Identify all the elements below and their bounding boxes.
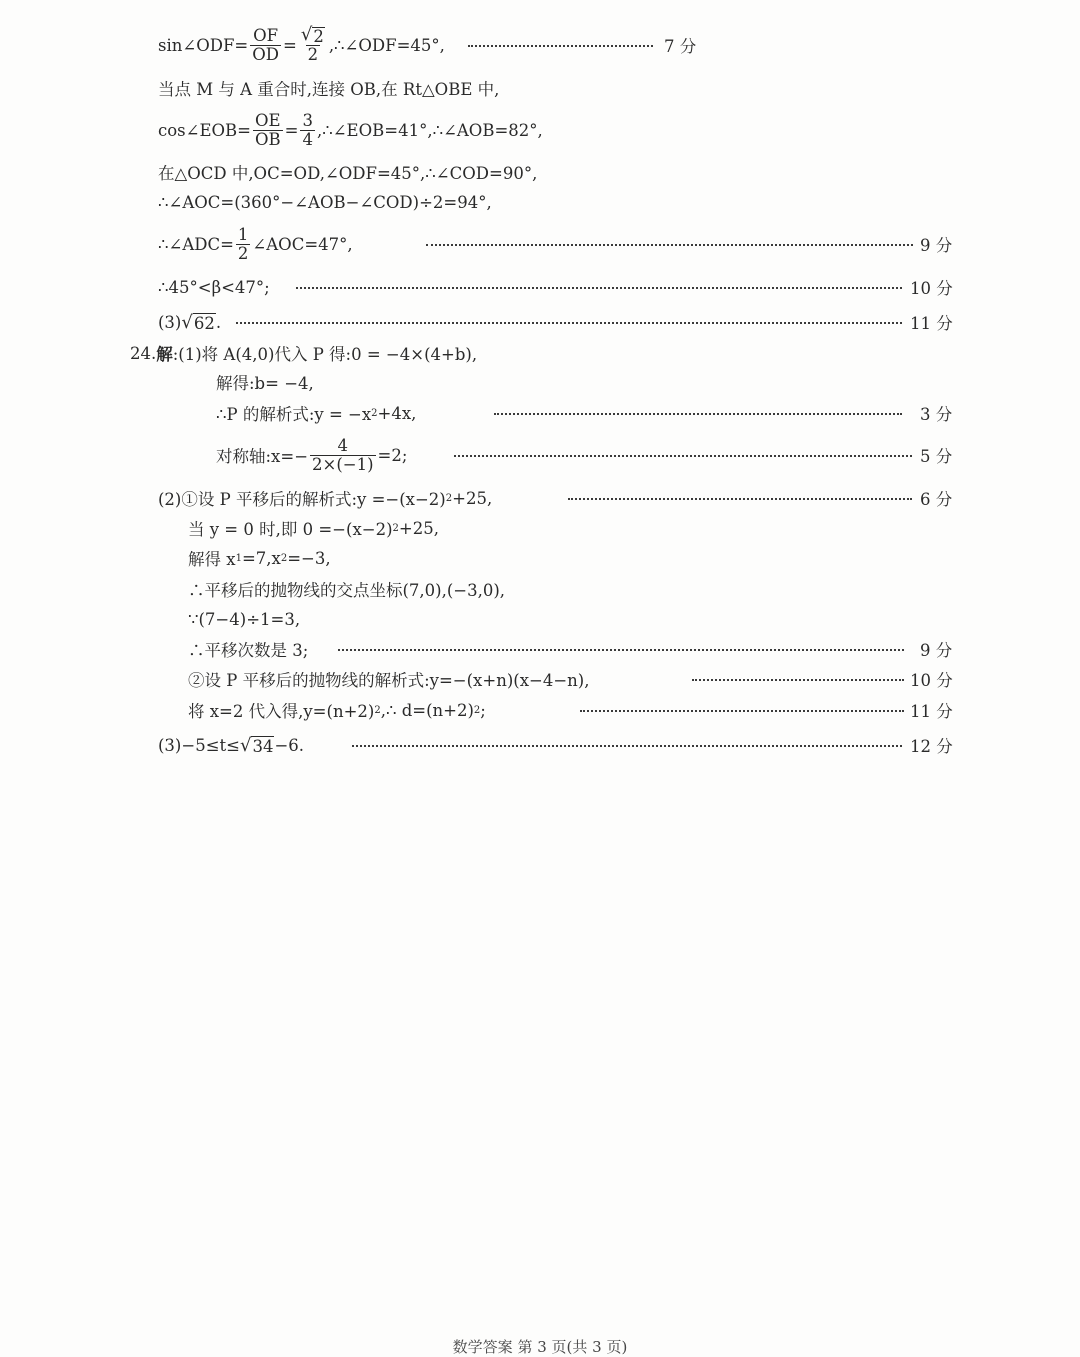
math-text: cos∠EOB= bbox=[158, 120, 251, 140]
answer-line bbox=[158, 307, 958, 337]
answer-line bbox=[158, 730, 958, 760]
fraction bbox=[299, 26, 327, 63]
math-text: 将 x=2 代入得,y=(n+2) bbox=[188, 702, 375, 721]
fraction-denominator: 2 bbox=[237, 243, 249, 263]
score-label: 5 分 bbox=[920, 447, 953, 466]
answer-line bbox=[158, 157, 537, 187]
fraction-denominator: OD bbox=[252, 44, 279, 64]
dotted-leader bbox=[426, 244, 913, 246]
answer-line bbox=[188, 695, 958, 725]
fraction-denominator: 2 bbox=[307, 45, 319, 65]
math-text: ∵(7−4)÷1=3, bbox=[188, 609, 301, 629]
score-label: 12 分 bbox=[910, 737, 953, 756]
math-text: ∴平移后的抛物线的交点坐标(7,0),(−3,0), bbox=[188, 581, 506, 600]
answer-line bbox=[216, 398, 958, 428]
math-text: +25, bbox=[452, 488, 493, 508]
subscript: 1 bbox=[235, 552, 242, 564]
math-text: (3)−5≤t≤ bbox=[158, 735, 240, 755]
superscript: 2 bbox=[374, 704, 381, 716]
math-text: ∴平移次数是 3; bbox=[188, 641, 309, 660]
answer-line bbox=[158, 24, 698, 65]
answer-line bbox=[188, 604, 300, 634]
radicand: 62 bbox=[193, 313, 215, 333]
math-text: ∴45°<β<47°; bbox=[158, 277, 270, 297]
math-text: 解得 x bbox=[188, 550, 236, 569]
fraction bbox=[310, 437, 376, 473]
math-text: ∠AOC=47°, bbox=[252, 234, 353, 254]
math-text: :(1)将 A(4,0)代入 P 得:0 = −4×(4+b), bbox=[172, 345, 478, 364]
fraction-denominator: 4 bbox=[302, 129, 313, 149]
superscript: 2 bbox=[371, 407, 378, 419]
math-text: (3) bbox=[158, 312, 182, 332]
radicand: 34 bbox=[252, 736, 274, 756]
question-number: 24. bbox=[130, 343, 157, 363]
answer-line bbox=[158, 187, 492, 217]
score-label: 3 分 bbox=[920, 405, 953, 424]
answer-line bbox=[158, 111, 543, 149]
score-label: 10 分 bbox=[910, 671, 953, 690]
dotted-leader bbox=[568, 498, 912, 500]
math-text: +25, bbox=[398, 518, 439, 538]
math-text: 对称轴:x=− bbox=[216, 447, 309, 466]
fraction-numerator: 1 bbox=[237, 225, 249, 245]
dotted-leader bbox=[468, 45, 653, 47]
score-label: 9 分 bbox=[920, 236, 953, 255]
dotted-leader bbox=[454, 455, 912, 457]
subscript: 2 bbox=[280, 552, 288, 564]
fraction-numerator: 3 bbox=[302, 111, 313, 131]
dotted-leader bbox=[338, 649, 904, 651]
answer-line bbox=[216, 367, 314, 397]
square-root: √ 62 bbox=[181, 311, 215, 333]
math-text: ∴∠ADC= bbox=[158, 234, 234, 254]
score-label: 10 分 bbox=[910, 279, 953, 298]
math-text: . bbox=[215, 312, 222, 332]
dotted-leader bbox=[352, 745, 902, 747]
score-label: 6 分 bbox=[920, 490, 953, 509]
dotted-leader bbox=[692, 679, 904, 681]
square-root: √ 34 bbox=[239, 734, 274, 756]
math-text: ; bbox=[480, 700, 486, 720]
math-text: (2)①设 P 平移后的解析式:y =−(x−2) bbox=[158, 490, 446, 509]
answer-line bbox=[158, 73, 499, 103]
dotted-leader bbox=[296, 287, 902, 289]
fraction bbox=[250, 27, 281, 63]
math-text: ∴∠AOC=(360°−∠AOB−∠COD)÷2=94°, bbox=[158, 192, 492, 212]
answer-line bbox=[158, 225, 958, 263]
page-footer: 数学答案 第 3 页(共 3 页) bbox=[452, 1338, 628, 1356]
fraction-numerator: OF bbox=[253, 26, 279, 46]
math-text: −6. bbox=[274, 735, 305, 755]
math-text: =−3, bbox=[287, 548, 331, 568]
answer-line bbox=[188, 513, 439, 543]
fraction bbox=[300, 112, 315, 148]
answer-line bbox=[158, 483, 958, 513]
math-text: 解得:b= −4, bbox=[216, 374, 314, 393]
math-text: ,∴∠ODF=45°, bbox=[328, 35, 445, 55]
answer-line bbox=[188, 574, 505, 604]
math-text: =7,x bbox=[241, 548, 281, 568]
dotted-leader bbox=[494, 413, 902, 415]
math-text: =2; bbox=[377, 445, 408, 465]
superscript: 2 bbox=[392, 522, 399, 534]
square-root: √ 2 bbox=[300, 24, 324, 46]
answer-line bbox=[188, 634, 958, 664]
math-text: ,∴∠EOB=41°,∴∠AOB=82°, bbox=[316, 120, 543, 140]
superscript: 2 bbox=[473, 704, 481, 716]
fraction bbox=[236, 226, 251, 262]
answer-line bbox=[130, 338, 477, 368]
answer-line bbox=[158, 272, 958, 302]
score-label: 9 分 bbox=[920, 641, 953, 660]
math-text: ,∴ d=(n+2) bbox=[380, 700, 474, 720]
fraction-numerator: OE bbox=[255, 111, 281, 131]
score-label: 11 分 bbox=[910, 702, 953, 721]
score-label: 11 分 bbox=[910, 314, 953, 333]
score-label: 7 分 bbox=[664, 37, 697, 56]
answer-line bbox=[188, 664, 958, 694]
answer-line bbox=[216, 436, 958, 474]
radicand: 2 bbox=[313, 26, 324, 46]
fraction-numerator: 4 bbox=[337, 436, 349, 456]
dotted-leader bbox=[236, 322, 902, 324]
math-text: 在△OCD 中,OC=OD,∠ODF=45°,∴∠COD=90°, bbox=[158, 164, 538, 183]
math-text: = bbox=[284, 120, 299, 140]
solution-label: 解 bbox=[156, 345, 173, 364]
dotted-leader bbox=[580, 710, 904, 712]
math-text: 当点 M 与 A 重合时,连接 OB,在 Rt△OBE 中, bbox=[158, 80, 500, 99]
math-text: 当 y = 0 时,即 0 =−(x−2) bbox=[188, 520, 393, 539]
fraction bbox=[253, 112, 283, 148]
superscript: 2 bbox=[445, 492, 453, 504]
math-text: ②设 P 平移后的抛物线的解析式:y=−(x+n)(x−4−n), bbox=[188, 671, 590, 690]
fraction-denominator: 2×(−1) bbox=[312, 454, 374, 474]
fraction-denominator: OB bbox=[255, 129, 281, 149]
math-text: ∴P 的解析式:y = −x bbox=[216, 405, 372, 424]
answer-line bbox=[188, 543, 331, 573]
math-text: sin∠ODF= bbox=[158, 35, 249, 55]
math-text: = bbox=[283, 35, 297, 55]
math-text: +4x, bbox=[377, 403, 417, 423]
